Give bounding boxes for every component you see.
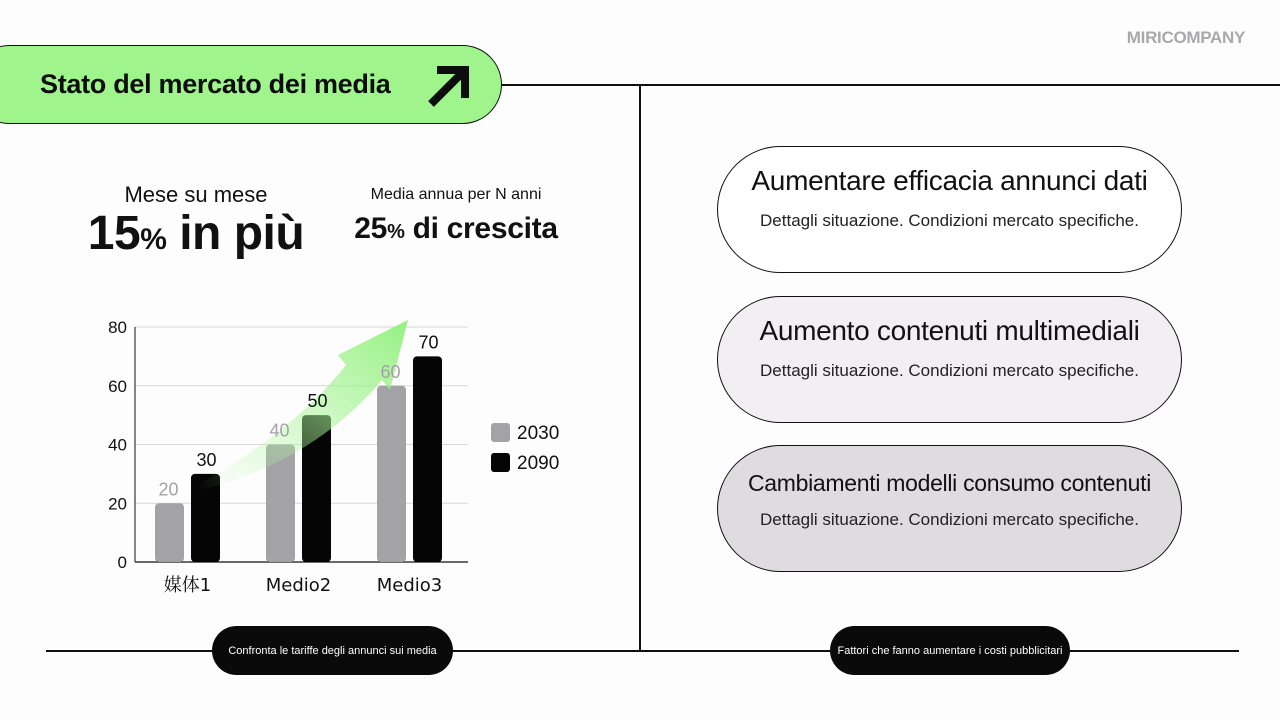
legend-label: 2030 — [517, 423, 560, 444]
legend-swatch — [491, 453, 510, 472]
divider-vertical — [639, 85, 641, 651]
factor-card — [717, 296, 1182, 423]
y-tick-label: 40 — [108, 435, 127, 455]
x-tick-label: Medio2 — [265, 575, 332, 596]
section-label-right: Fattori che fanno aumentare i costi pubblicitari — [830, 626, 1070, 675]
page-title: Stato del mercato dei media — [40, 69, 391, 99]
divider-top — [501, 84, 1280, 86]
brand-logo: MIRICOMPANY — [1126, 28, 1245, 47]
section-label-left: Confronta le tariffe degli annunci sui media — [212, 626, 453, 675]
factor-card-title: Aumento contenuti multimediali — [759, 315, 1140, 346]
y-tick-label: 20 — [108, 494, 127, 514]
y-tick-label: 0 — [117, 553, 127, 572]
legend-swatch — [491, 423, 510, 442]
page-title-banner — [0, 45, 502, 124]
factor-card-description: Dettagli situazione. Condizioni mercato specifiche. — [760, 361, 1139, 380]
stat-label: Media annua per N anni — [370, 186, 542, 203]
data-label: 50 — [307, 391, 328, 412]
data-label: 70 — [418, 332, 439, 353]
bar-2030-1 — [155, 503, 184, 562]
factor-card — [717, 146, 1182, 273]
y-tick-label: 60 — [108, 376, 127, 396]
stat-label: Mese su mese — [124, 182, 268, 207]
data-label: 60 — [380, 361, 401, 382]
stat-value: 25% di crescita — [354, 212, 558, 245]
factor-card — [717, 445, 1182, 572]
factor-card-description: Dettagli situazione. Condizioni mercato specifiche. — [760, 510, 1139, 529]
arrow-up-right-icon — [423, 60, 473, 110]
data-label: 30 — [196, 449, 217, 470]
stat-annual-average — [336, 186, 576, 246]
x-tick-label: 媒体1 — [163, 575, 212, 596]
legend-label: 2090 — [517, 453, 560, 474]
x-tick-label: Medio3 — [376, 575, 443, 596]
data-label: 40 — [269, 420, 290, 441]
stat-value: 15% in più — [87, 207, 305, 260]
data-label: 20 — [158, 479, 179, 500]
y-tick-label: 80 — [108, 318, 127, 337]
bar-2030-3 — [377, 386, 406, 562]
factor-card-title: Aumentare efficacia annunci dati — [751, 165, 1148, 196]
stat-month-over-month — [76, 182, 316, 258]
bar-2090-3 — [413, 356, 442, 562]
factor-card-title: Cambiamenti modelli consumo contenuti — [747, 470, 1152, 496]
bar-chart — [90, 310, 590, 610]
factor-card-description: Dettagli situazione. Condizioni mercato specifiche. — [760, 211, 1139, 230]
